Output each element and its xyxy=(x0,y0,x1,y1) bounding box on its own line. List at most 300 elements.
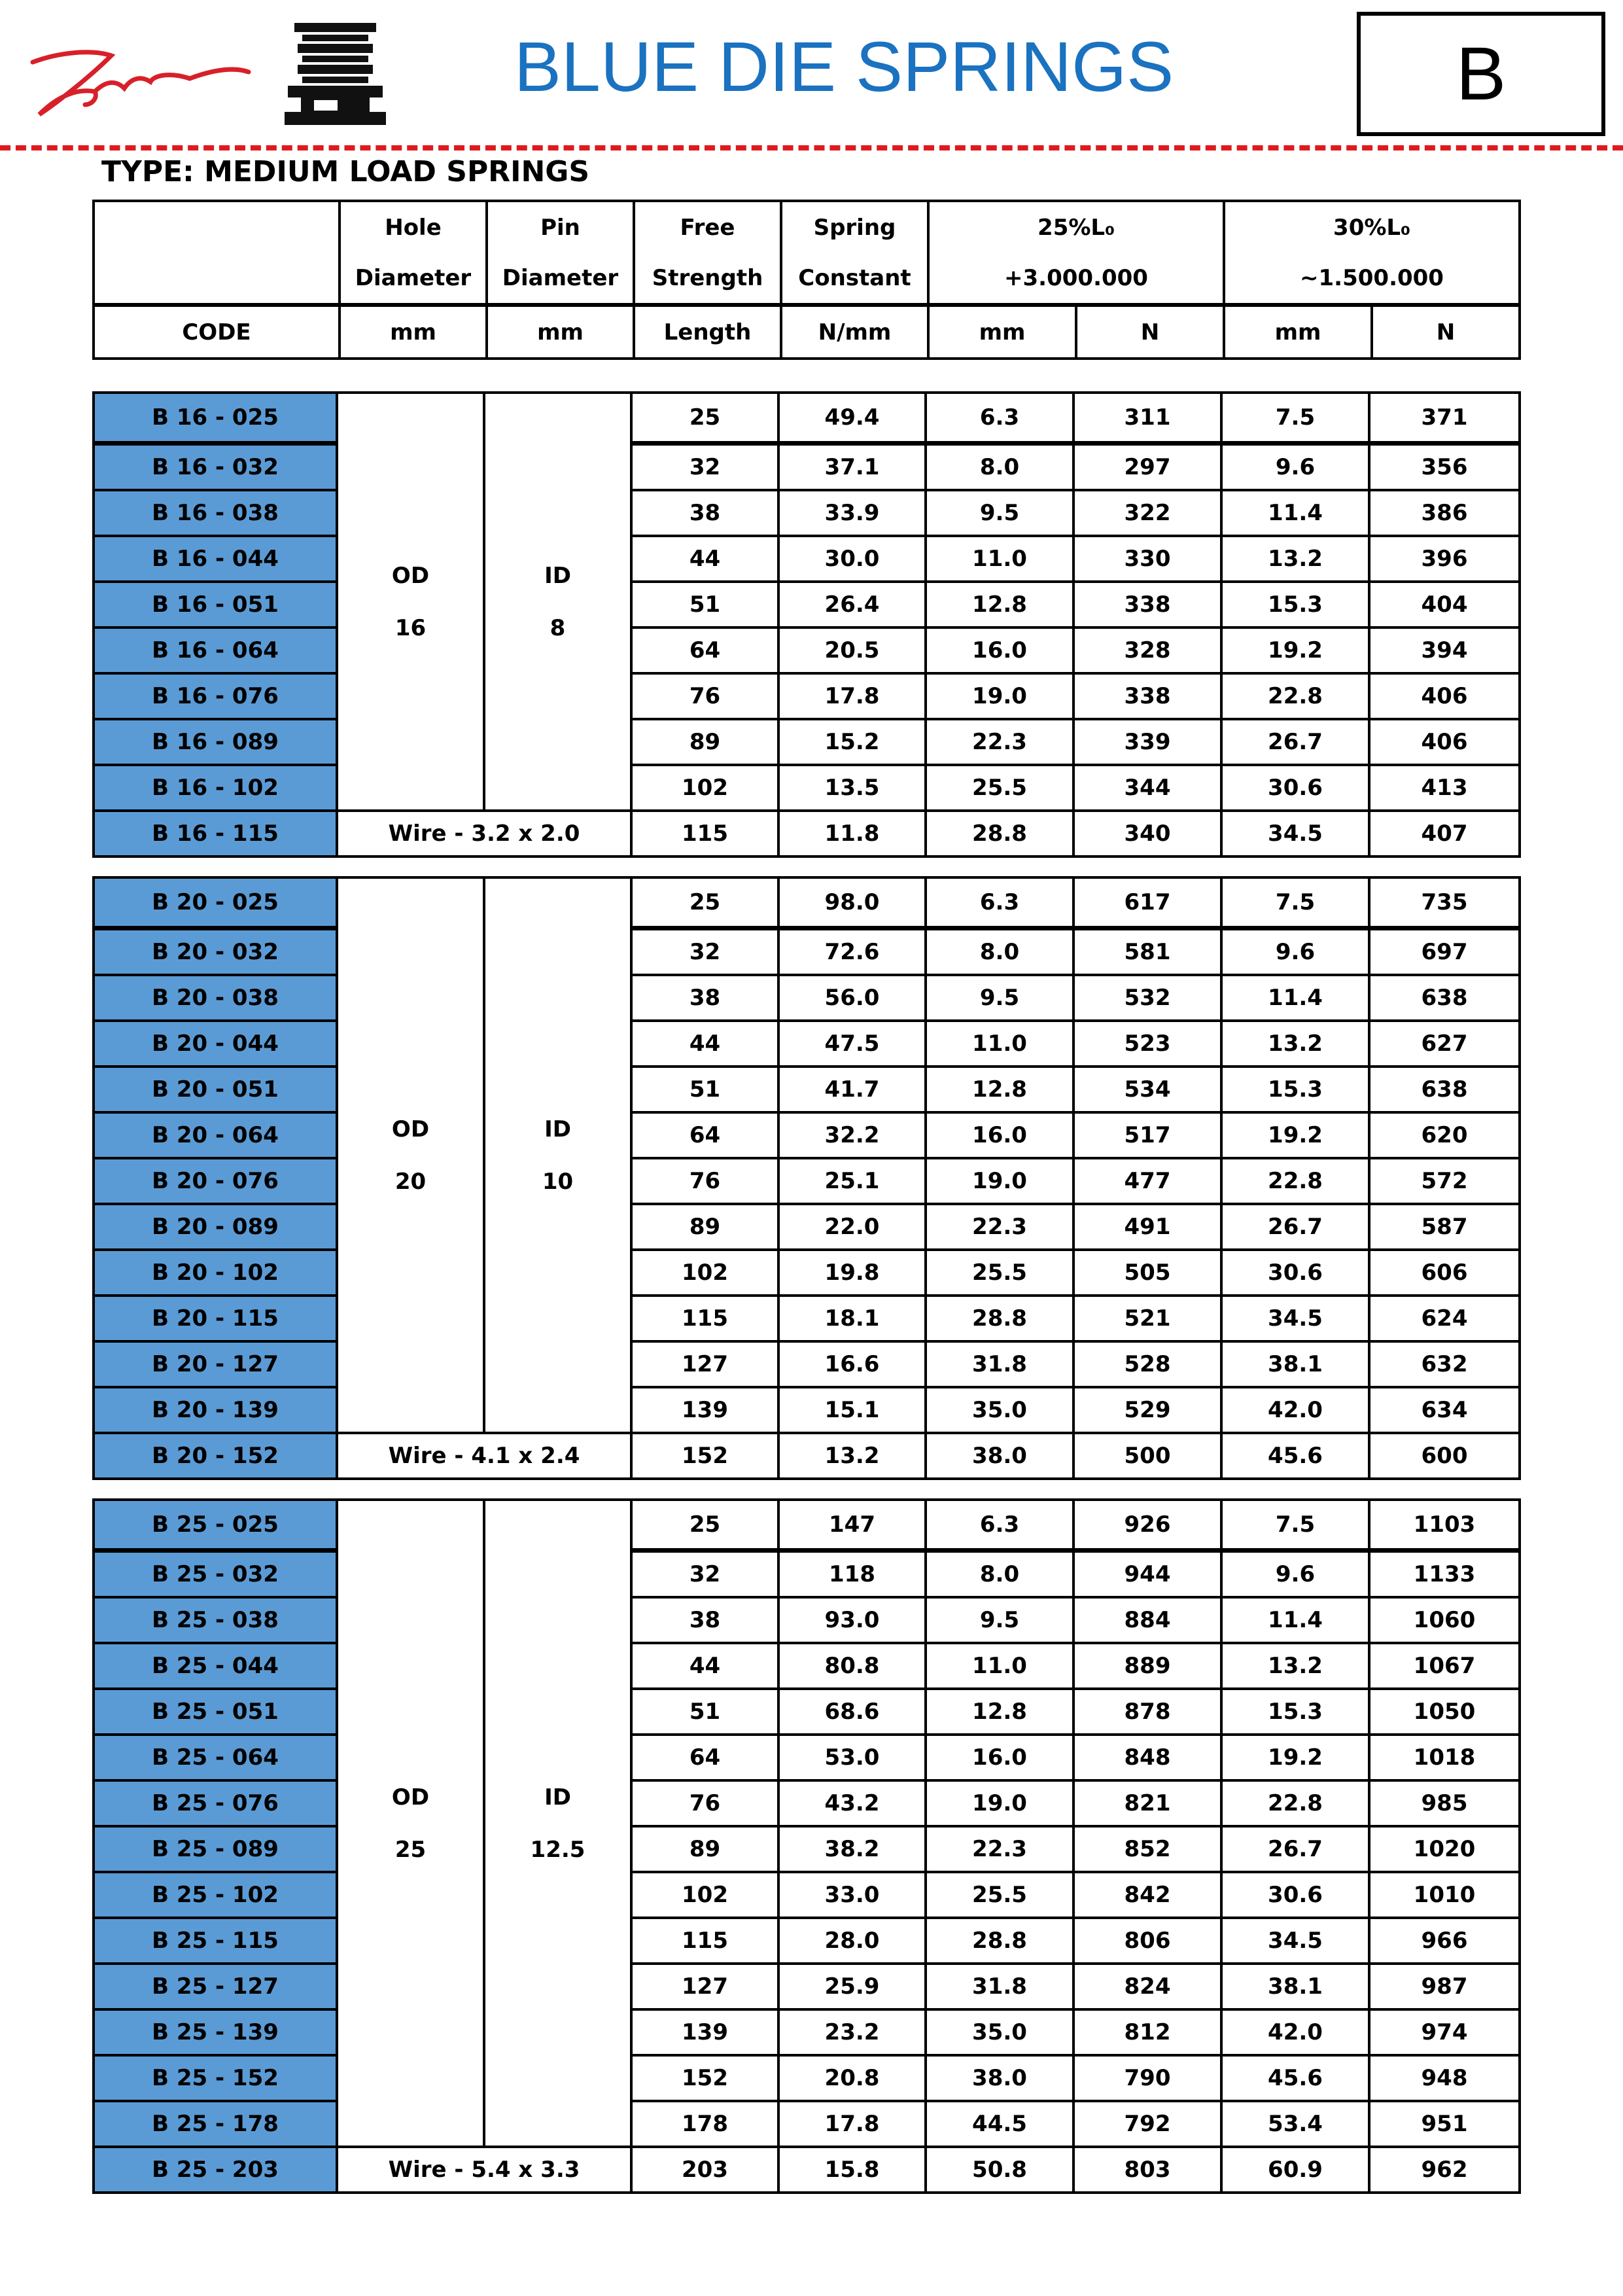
deflection-25-mm-cell: 50.8 xyxy=(926,2147,1073,2193)
hole-diameter-cell xyxy=(337,393,484,811)
id-value-line: 8 xyxy=(550,614,566,641)
header-code: CODE xyxy=(94,305,340,359)
spring-code-cell: B 16 - 089 xyxy=(94,719,337,765)
deflection-30-mm-cell: 22.8 xyxy=(1221,1158,1369,1204)
spring-constant-cell: 43.2 xyxy=(778,1780,926,1826)
spring-constant-cell: 13.2 xyxy=(778,1433,926,1479)
spring-code-cell: B 16 - 038 xyxy=(94,490,337,536)
load-30-n-cell: 1103 xyxy=(1369,1500,1520,1551)
column-header-table xyxy=(92,200,1521,360)
free-length-cell: 64 xyxy=(631,627,778,673)
spring-constant-cell: 33.9 xyxy=(778,490,926,536)
load-25-n-cell: 297 xyxy=(1073,444,1221,491)
free-length-cell: 25 xyxy=(631,877,778,928)
load-30-n-cell: 606 xyxy=(1369,1250,1520,1296)
deflection-25-mm-cell: 8.0 xyxy=(926,444,1073,491)
load-25-n-cell: 581 xyxy=(1073,928,1221,976)
spring-code-cell: B 20 - 152 xyxy=(94,1433,337,1479)
load-25-n-cell: 523 xyxy=(1073,1021,1221,1067)
spring-constant-cell: 32.2 xyxy=(778,1112,926,1158)
table-row xyxy=(94,1689,1520,1735)
load-30-n-cell: 966 xyxy=(1369,1918,1520,1964)
deflection-30-mm-cell: 38.1 xyxy=(1221,1341,1369,1387)
free-length-cell: 127 xyxy=(631,1341,778,1387)
deflection-30-mm-cell: 26.7 xyxy=(1221,1826,1369,1872)
spring-constant-cell: 53.0 xyxy=(778,1735,926,1780)
spring-constant-cell: 49.4 xyxy=(778,393,926,444)
table-row xyxy=(94,1643,1520,1689)
load-30-n-cell: 1010 xyxy=(1369,1872,1520,1918)
pin-diameter-cell xyxy=(484,1500,631,2147)
deflection-25-mm-cell: 12.8 xyxy=(926,582,1073,627)
od-value-line: 16 xyxy=(394,614,427,641)
load-30-n-cell: 624 xyxy=(1369,1296,1520,1341)
die-block-icon xyxy=(285,23,386,125)
spring-constant-cell: 17.8 xyxy=(778,2101,926,2147)
load-30-n-cell: 406 xyxy=(1369,719,1520,765)
deflection-30-mm-cell: 7.5 xyxy=(1221,877,1369,928)
load-30-n-cell: 356 xyxy=(1369,444,1520,491)
spring-constant-cell: 25.9 xyxy=(778,1964,926,2009)
load-30-n-cell: 572 xyxy=(1369,1158,1520,1204)
load-30-n-cell: 634 xyxy=(1369,1387,1520,1433)
od-value-line: 25 xyxy=(394,1836,427,1863)
spring-constant-cell: 38.2 xyxy=(778,1826,926,1872)
spring-constant-cell: 147 xyxy=(778,1500,926,1551)
free-length-cell: 102 xyxy=(631,1872,778,1918)
deflection-30-mm-cell: 30.6 xyxy=(1221,765,1369,811)
spring-code-cell: B 25 - 139 xyxy=(94,2009,337,2055)
free-length-cell: 76 xyxy=(631,1158,778,1204)
deflection-25-mm-cell: 31.8 xyxy=(926,1964,1073,2009)
spring-code-cell: B 20 - 139 xyxy=(94,1387,337,1433)
load-25-n-cell: 505 xyxy=(1073,1250,1221,1296)
load-25-n-cell: 534 xyxy=(1073,1067,1221,1112)
load-30-n-cell: 406 xyxy=(1369,673,1520,719)
deflection-25-mm-cell: 38.0 xyxy=(926,1433,1073,1479)
deflection-25-mm-cell: 11.0 xyxy=(926,1021,1073,1067)
load-25-n-cell: 806 xyxy=(1073,1918,1221,1964)
deflection-30-mm-cell: 15.3 xyxy=(1221,1689,1369,1735)
pin-diameter-cell xyxy=(484,877,631,1433)
page-title: BLUE DIE SPRINGS xyxy=(514,27,1174,106)
table-row xyxy=(94,1918,1520,1964)
load-25-n-cell: 521 xyxy=(1073,1296,1221,1341)
section-letter-box xyxy=(1357,12,1605,136)
spring-code-cell: B 25 - 038 xyxy=(94,1597,337,1643)
table-row xyxy=(94,1021,1520,1067)
spring-constant-cell: 19.8 xyxy=(778,1250,926,1296)
deflection-25-mm-cell: 9.5 xyxy=(926,1597,1073,1643)
load-25-n-cell: 821 xyxy=(1073,1780,1221,1826)
deflection-30-mm-cell: 15.3 xyxy=(1221,582,1369,627)
deflection-25-mm-cell: 8.0 xyxy=(926,928,1073,976)
load-30-n-cell: 1067 xyxy=(1369,1643,1520,1689)
table-row xyxy=(94,1780,1520,1826)
deflection-25-mm-cell: 9.5 xyxy=(926,975,1073,1021)
deflection-25-mm-cell: 16.0 xyxy=(926,1112,1073,1158)
id-value-line: 12.5 xyxy=(530,1836,585,1863)
load-30-n-cell: 1050 xyxy=(1369,1689,1520,1735)
deflection-25-mm-cell: 6.3 xyxy=(926,393,1073,444)
free-length-cell: 32 xyxy=(631,1551,778,1598)
spring-group-table xyxy=(92,1498,1521,2194)
load-30-n-cell: 386 xyxy=(1369,490,1520,536)
deflection-30-mm-cell: 42.0 xyxy=(1221,1387,1369,1433)
header-30-n: N xyxy=(1372,305,1520,359)
spring-code-cell: B 25 - 115 xyxy=(94,1918,337,1964)
hole-diameter-cell xyxy=(337,1500,484,2147)
load-25-n-cell: 311 xyxy=(1073,393,1221,444)
table-row xyxy=(94,2101,1520,2147)
deflection-30-mm-cell: 22.8 xyxy=(1221,673,1369,719)
spring-code-cell: B 25 - 127 xyxy=(94,1964,337,2009)
load-25-n-cell: 477 xyxy=(1073,1158,1221,1204)
od-value-line: OD xyxy=(391,1784,430,1810)
free-length-cell: 32 xyxy=(631,444,778,491)
table-row xyxy=(94,1204,1520,1250)
header-25pct: 25%L₀ xyxy=(928,201,1224,253)
table-row xyxy=(94,536,1520,582)
spring-constant-cell: 28.0 xyxy=(778,1918,926,1964)
spring-constant-cell: 23.2 xyxy=(778,2009,926,2055)
signature-logo-mark xyxy=(33,52,249,115)
spring-constant-cell: 16.6 xyxy=(778,1341,926,1387)
load-30-n-cell: 735 xyxy=(1369,877,1520,928)
deflection-25-mm-cell: 31.8 xyxy=(926,1341,1073,1387)
load-25-n-cell: 852 xyxy=(1073,1826,1221,1872)
spring-group-table xyxy=(92,876,1521,1480)
spring-constant-cell: 25.1 xyxy=(778,1158,926,1204)
load-25-n-cell: 812 xyxy=(1073,2009,1221,2055)
deflection-25-mm-cell: 9.5 xyxy=(926,490,1073,536)
table-row xyxy=(94,1250,1520,1296)
table-row xyxy=(94,1433,1520,1479)
free-length-cell: 203 xyxy=(631,2147,778,2193)
table-row xyxy=(94,1500,1520,1551)
table-row xyxy=(94,877,1520,928)
header-pin-1: Pin xyxy=(487,201,634,253)
spring-constant-cell: 13.5 xyxy=(778,765,926,811)
spring-group-table xyxy=(92,391,1521,858)
deflection-30-mm-cell: 11.4 xyxy=(1221,975,1369,1021)
deflection-25-mm-cell: 22.3 xyxy=(926,1826,1073,1872)
load-25-n-cell: 322 xyxy=(1073,490,1221,536)
springs-tables xyxy=(92,200,1518,2194)
spring-code-cell: B 25 - 102 xyxy=(94,1872,337,1918)
spring-code-cell: B 20 - 102 xyxy=(94,1250,337,1296)
deflection-25-mm-cell: 19.0 xyxy=(926,1158,1073,1204)
deflection-25-mm-cell: 8.0 xyxy=(926,1551,1073,1598)
id-value-line: 10 xyxy=(542,1168,574,1195)
spring-constant-cell: 15.2 xyxy=(778,719,926,765)
hole-diameter-cell xyxy=(337,877,484,1433)
deflection-30-mm-cell: 45.6 xyxy=(1221,2055,1369,2101)
deflection-30-mm-cell: 22.8 xyxy=(1221,1780,1369,1826)
deflection-25-mm-cell: 35.0 xyxy=(926,1387,1073,1433)
load-25-n-cell: 926 xyxy=(1073,1500,1221,1551)
header-free-2: Strength xyxy=(634,253,781,305)
id-value-line: ID xyxy=(544,1784,571,1810)
od-value-line: 20 xyxy=(394,1168,427,1195)
table-row xyxy=(94,2055,1520,2101)
load-25-n-cell: 340 xyxy=(1073,811,1221,857)
free-length-cell: 44 xyxy=(631,1643,778,1689)
load-30-n-cell: 987 xyxy=(1369,1964,1520,2009)
header-25-n: N xyxy=(1076,305,1224,359)
deflection-30-mm-cell: 7.5 xyxy=(1221,393,1369,444)
load-25-n-cell: 824 xyxy=(1073,1964,1221,2009)
table-row xyxy=(94,2147,1520,2193)
load-30-n-cell: 620 xyxy=(1369,1112,1520,1158)
load-25-n-cell: 339 xyxy=(1073,719,1221,765)
od-value-line: OD xyxy=(391,562,430,589)
deflection-30-mm-cell: 60.9 xyxy=(1221,2147,1369,2193)
table-row xyxy=(94,582,1520,627)
free-length-cell: 25 xyxy=(631,1500,778,1551)
header-30-mm: mm xyxy=(1224,305,1372,359)
spring-constant-cell: 37.1 xyxy=(778,444,926,491)
spring-code-cell: B 16 - 102 xyxy=(94,765,337,811)
deflection-30-mm-cell: 7.5 xyxy=(1221,1500,1369,1551)
free-length-cell: 152 xyxy=(631,1433,778,1479)
spring-code-cell: B 25 - 089 xyxy=(94,1826,337,1872)
free-length-cell: 51 xyxy=(631,1067,778,1112)
load-25-n-cell: 790 xyxy=(1073,2055,1221,2101)
load-30-n-cell: 974 xyxy=(1369,2009,1520,2055)
free-length-cell: 76 xyxy=(631,1780,778,1826)
spring-constant-cell: 15.1 xyxy=(778,1387,926,1433)
load-30-n-cell: 371 xyxy=(1369,393,1520,444)
spring-code-cell: B 16 - 064 xyxy=(94,627,337,673)
deflection-30-mm-cell: 13.2 xyxy=(1221,536,1369,582)
load-30-n-cell: 1020 xyxy=(1369,1826,1520,1872)
load-30-n-cell: 632 xyxy=(1369,1341,1520,1387)
table-row xyxy=(94,1296,1520,1341)
load-30-n-cell: 1060 xyxy=(1369,1597,1520,1643)
deflection-25-mm-cell: 12.8 xyxy=(926,1067,1073,1112)
free-length-cell: 89 xyxy=(631,1204,778,1250)
free-length-cell: 25 xyxy=(631,393,778,444)
table-row xyxy=(94,1112,1520,1158)
free-length-cell: 38 xyxy=(631,975,778,1021)
free-length-cell: 139 xyxy=(631,2009,778,2055)
type-label: TYPE: MEDIUM LOAD SPRINGS xyxy=(101,155,590,188)
spring-code-cell: B 20 - 025 xyxy=(94,877,337,928)
load-25-n-cell: 528 xyxy=(1073,1341,1221,1387)
table-row xyxy=(94,444,1520,491)
load-30-n-cell: 413 xyxy=(1369,765,1520,811)
header-free-1: Free xyxy=(634,201,781,253)
load-25-n-cell: 878 xyxy=(1073,1689,1221,1735)
deflection-30-mm-cell: 42.0 xyxy=(1221,2009,1369,2055)
spring-code-cell: B 25 - 044 xyxy=(94,1643,337,1689)
table-row xyxy=(94,673,1520,719)
spring-code-cell: B 20 - 064 xyxy=(94,1112,337,1158)
header-spring-1: Spring xyxy=(781,201,928,253)
spring-code-cell: B 20 - 051 xyxy=(94,1067,337,1112)
deflection-30-mm-cell: 19.2 xyxy=(1221,1735,1369,1780)
spring-constant-cell: 11.8 xyxy=(778,811,926,857)
od-value-line: OD xyxy=(391,1116,430,1142)
load-25-n-cell: 517 xyxy=(1073,1112,1221,1158)
free-length-cell: 115 xyxy=(631,1296,778,1341)
load-30-n-cell: 396 xyxy=(1369,536,1520,582)
table-row xyxy=(94,928,1520,976)
load-25-n-cell: 617 xyxy=(1073,877,1221,928)
spring-constant-cell: 22.0 xyxy=(778,1204,926,1250)
load-25-n-cell: 792 xyxy=(1073,2101,1221,2147)
header-hole-2: Diameter xyxy=(340,253,487,305)
spring-constant-cell: 93.0 xyxy=(778,1597,926,1643)
spring-constant-cell: 20.5 xyxy=(778,627,926,673)
spring-code-cell: B 25 - 178 xyxy=(94,2101,337,2147)
table-row xyxy=(94,811,1520,857)
table-row xyxy=(94,1067,1520,1112)
free-length-cell: 51 xyxy=(631,1689,778,1735)
wire-size-cell: Wire - 5.4 x 3.3 xyxy=(337,2147,631,2193)
spring-code-cell: B 25 - 152 xyxy=(94,2055,337,2101)
free-length-cell: 139 xyxy=(631,1387,778,1433)
load-30-n-cell: 985 xyxy=(1369,1780,1520,1826)
table-row xyxy=(94,1158,1520,1204)
spring-constant-cell: 41.7 xyxy=(778,1067,926,1112)
spring-constant-cell: 17.8 xyxy=(778,673,926,719)
deflection-25-mm-cell: 44.5 xyxy=(926,2101,1073,2147)
load-30-n-cell: 627 xyxy=(1369,1021,1520,1067)
deflection-25-mm-cell: 11.0 xyxy=(926,1643,1073,1689)
deflection-30-mm-cell: 11.4 xyxy=(1221,490,1369,536)
header-hole-unit: mm xyxy=(340,305,487,359)
spring-code-cell: B 20 - 076 xyxy=(94,1158,337,1204)
free-length-cell: 89 xyxy=(631,719,778,765)
load-25-n-cell: 803 xyxy=(1073,2147,1221,2193)
load-25-n-cell: 338 xyxy=(1073,673,1221,719)
load-30-n-cell: 948 xyxy=(1369,2055,1520,2101)
load-30-n-cell: 600 xyxy=(1369,1433,1520,1479)
deflection-30-mm-cell: 34.5 xyxy=(1221,1296,1369,1341)
dashed-divider xyxy=(0,145,1623,150)
deflection-30-mm-cell: 9.6 xyxy=(1221,928,1369,976)
deflection-30-mm-cell: 26.7 xyxy=(1221,1204,1369,1250)
header-blank-2 xyxy=(94,253,340,305)
free-length-cell: 51 xyxy=(631,582,778,627)
spring-code-cell: B 25 - 076 xyxy=(94,1780,337,1826)
free-length-cell: 64 xyxy=(631,1735,778,1780)
deflection-25-mm-cell: 12.8 xyxy=(926,1689,1073,1735)
free-length-cell: 44 xyxy=(631,1021,778,1067)
spring-constant-cell: 15.8 xyxy=(778,2147,926,2193)
spring-code-cell: B 25 - 032 xyxy=(94,1551,337,1598)
deflection-30-mm-cell: 13.2 xyxy=(1221,1021,1369,1067)
load-25-n-cell: 889 xyxy=(1073,1643,1221,1689)
table-row xyxy=(94,719,1520,765)
free-length-cell: 38 xyxy=(631,1597,778,1643)
deflection-25-mm-cell: 28.8 xyxy=(926,811,1073,857)
header-spring-2: Constant xyxy=(781,253,928,305)
table-row xyxy=(94,490,1520,536)
header-25pct-cycles: +3.000.000 xyxy=(928,253,1224,305)
deflection-25-mm-cell: 25.5 xyxy=(926,765,1073,811)
spring-code-cell: B 25 - 051 xyxy=(94,1689,337,1735)
deflection-30-mm-cell: 9.6 xyxy=(1221,444,1369,491)
deflection-30-mm-cell: 15.3 xyxy=(1221,1067,1369,1112)
table-row xyxy=(94,1964,1520,2009)
deflection-25-mm-cell: 25.5 xyxy=(926,1872,1073,1918)
header-30pct-cycles: ~1.500.000 xyxy=(1224,253,1520,305)
deflection-30-mm-cell: 34.5 xyxy=(1221,1918,1369,1964)
free-length-cell: 89 xyxy=(631,1826,778,1872)
spring-constant-cell: 18.1 xyxy=(778,1296,926,1341)
deflection-25-mm-cell: 16.0 xyxy=(926,627,1073,673)
header-pin-2: Diameter xyxy=(487,253,634,305)
deflection-30-mm-cell: 30.6 xyxy=(1221,1250,1369,1296)
header-pin-unit: mm xyxy=(487,305,634,359)
spring-constant-cell: 56.0 xyxy=(778,975,926,1021)
table-row xyxy=(94,627,1520,673)
spring-code-cell: B 20 - 044 xyxy=(94,1021,337,1067)
wire-size-cell: Wire - 3.2 x 2.0 xyxy=(337,811,631,857)
free-length-cell: 152 xyxy=(631,2055,778,2101)
load-25-n-cell: 529 xyxy=(1073,1387,1221,1433)
spring-constant-cell: 47.5 xyxy=(778,1021,926,1067)
spring-code-cell: B 16 - 076 xyxy=(94,673,337,719)
spring-constant-cell: 33.0 xyxy=(778,1872,926,1918)
table-row xyxy=(94,2009,1520,2055)
deflection-25-mm-cell: 38.0 xyxy=(926,2055,1073,2101)
id-value-line: ID xyxy=(544,562,571,589)
pin-diameter-cell xyxy=(484,393,631,811)
spring-constant-cell: 98.0 xyxy=(778,877,926,928)
load-25-n-cell: 344 xyxy=(1073,765,1221,811)
header-hole-1: Hole xyxy=(340,201,487,253)
load-25-n-cell: 491 xyxy=(1073,1204,1221,1250)
spring-constant-cell: 26.4 xyxy=(778,582,926,627)
deflection-25-mm-cell: 19.0 xyxy=(926,1780,1073,1826)
table-row xyxy=(94,1341,1520,1387)
load-30-n-cell: 638 xyxy=(1369,1067,1520,1112)
header-blank xyxy=(94,201,340,253)
id-value-line: ID xyxy=(544,1116,571,1142)
spring-constant-cell: 118 xyxy=(778,1551,926,1598)
spring-code-cell: B 25 - 203 xyxy=(94,2147,337,2193)
deflection-30-mm-cell: 19.2 xyxy=(1221,1112,1369,1158)
spring-code-cell: B 25 - 064 xyxy=(94,1735,337,1780)
spring-code-cell: B 16 - 051 xyxy=(94,582,337,627)
company-logo xyxy=(20,16,386,141)
deflection-25-mm-cell: 28.8 xyxy=(926,1918,1073,1964)
header-free-3: Length xyxy=(634,305,781,359)
load-30-n-cell: 1133 xyxy=(1369,1551,1520,1598)
deflection-30-mm-cell: 9.6 xyxy=(1221,1551,1369,1598)
free-length-cell: 178 xyxy=(631,2101,778,2147)
deflection-25-mm-cell: 11.0 xyxy=(926,536,1073,582)
load-30-n-cell: 697 xyxy=(1369,928,1520,976)
load-30-n-cell: 951 xyxy=(1369,2101,1520,2147)
spring-constant-cell: 72.6 xyxy=(778,928,926,976)
load-25-n-cell: 328 xyxy=(1073,627,1221,673)
load-30-n-cell: 962 xyxy=(1369,2147,1520,2193)
table-row xyxy=(94,975,1520,1021)
section-letter: B xyxy=(1456,32,1507,116)
deflection-30-mm-cell: 38.1 xyxy=(1221,1964,1369,2009)
deflection-25-mm-cell: 35.0 xyxy=(926,2009,1073,2055)
spring-code-cell: B 20 - 115 xyxy=(94,1296,337,1341)
deflection-25-mm-cell: 25.5 xyxy=(926,1250,1073,1296)
load-25-n-cell: 884 xyxy=(1073,1597,1221,1643)
spring-code-cell: B 16 - 032 xyxy=(94,444,337,491)
table-row xyxy=(94,1551,1520,1598)
